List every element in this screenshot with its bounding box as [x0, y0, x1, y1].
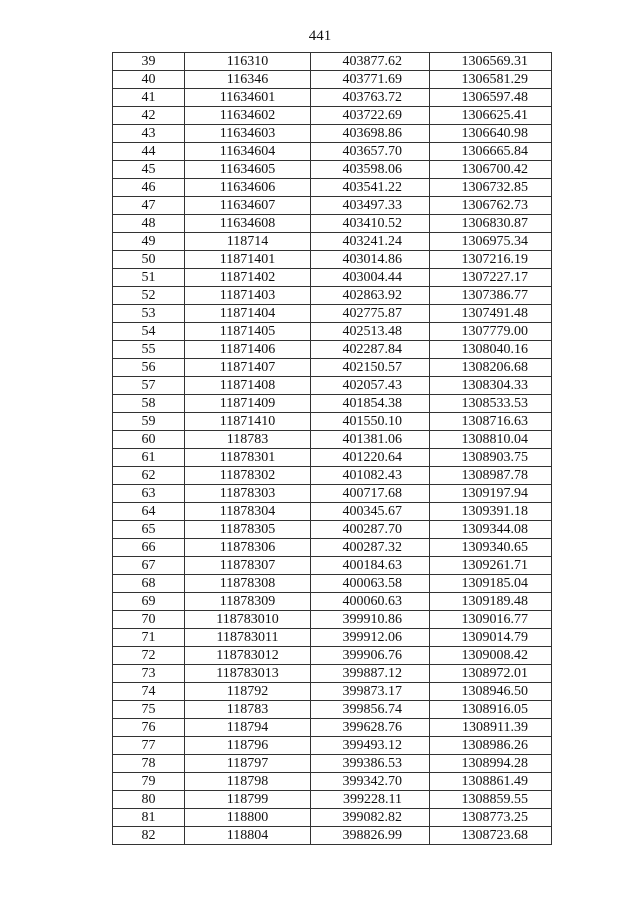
y-coordinate-cell: 1308903.75: [430, 449, 552, 467]
point-id-cell: 11871409: [185, 395, 311, 413]
y-coordinate-cell: 1308533.53: [430, 395, 552, 413]
x-coordinate-cell: 403598.06: [311, 161, 430, 179]
y-coordinate-cell: 1308773.25: [430, 809, 552, 827]
x-coordinate-cell: 399887.12: [311, 665, 430, 683]
x-coordinate-cell: 403410.52: [311, 215, 430, 233]
table-row: [113, 647, 552, 665]
table-row: [113, 71, 552, 89]
x-coordinate-cell: 399342.70: [311, 773, 430, 791]
row-index-cell: 81: [113, 809, 185, 827]
x-coordinate-cell: 403771.69: [311, 71, 430, 89]
row-index-cell: 82: [113, 827, 185, 845]
row-index-cell: 63: [113, 485, 185, 503]
row-index-cell: 49: [113, 233, 185, 251]
point-id-cell: 118783: [185, 431, 311, 449]
x-coordinate-cell: 401381.06: [311, 431, 430, 449]
y-coordinate-cell: 1307491.48: [430, 305, 552, 323]
row-index-cell: 80: [113, 791, 185, 809]
y-coordinate-cell: 1307227.17: [430, 269, 552, 287]
x-coordinate-cell: 399873.17: [311, 683, 430, 701]
point-id-cell: 11878309: [185, 593, 311, 611]
table-row: [113, 809, 552, 827]
row-index-cell: 56: [113, 359, 185, 377]
y-coordinate-cell: 1306581.29: [430, 71, 552, 89]
row-index-cell: 65: [113, 521, 185, 539]
x-coordinate-cell: 403877.62: [311, 53, 430, 71]
x-coordinate-cell: 403698.86: [311, 125, 430, 143]
y-coordinate-cell: 1309008.42: [430, 647, 552, 665]
y-coordinate-cell: 1308859.55: [430, 791, 552, 809]
row-index-cell: 59: [113, 413, 185, 431]
table-row: [113, 215, 552, 233]
x-coordinate-cell: 403497.33: [311, 197, 430, 215]
y-coordinate-cell: 1308716.63: [430, 413, 552, 431]
y-coordinate-cell: 1309261.71: [430, 557, 552, 575]
row-index-cell: 72: [113, 647, 185, 665]
y-coordinate-cell: 1309340.65: [430, 539, 552, 557]
row-index-cell: 75: [113, 701, 185, 719]
y-coordinate-cell: 1306700.42: [430, 161, 552, 179]
x-coordinate-cell: 400717.68: [311, 485, 430, 503]
table-row: [113, 431, 552, 449]
table-row: [113, 341, 552, 359]
row-index-cell: 41: [113, 89, 185, 107]
x-coordinate-cell: 403763.72: [311, 89, 430, 107]
point-id-cell: 11634603: [185, 125, 311, 143]
y-coordinate-cell: 1306830.87: [430, 215, 552, 233]
point-id-cell: 118796: [185, 737, 311, 755]
y-coordinate-cell: 1306975.34: [430, 233, 552, 251]
point-id-cell: 118783012: [185, 647, 311, 665]
row-index-cell: 42: [113, 107, 185, 125]
row-index-cell: 79: [113, 773, 185, 791]
point-id-cell: 11878303: [185, 485, 311, 503]
row-index-cell: 54: [113, 323, 185, 341]
row-index-cell: 51: [113, 269, 185, 287]
y-coordinate-cell: 1306732.85: [430, 179, 552, 197]
table-row: [113, 395, 552, 413]
row-index-cell: 46: [113, 179, 185, 197]
point-id-cell: 11634605: [185, 161, 311, 179]
row-index-cell: 57: [113, 377, 185, 395]
table-row: [113, 323, 552, 341]
x-coordinate-cell: 399906.76: [311, 647, 430, 665]
table-row: [113, 197, 552, 215]
point-id-cell: 11634608: [185, 215, 311, 233]
coordinate-table-body: [113, 53, 552, 845]
point-id-cell: 118794: [185, 719, 311, 737]
table-row: [113, 125, 552, 143]
x-coordinate-cell: 399628.76: [311, 719, 430, 737]
point-id-cell: 11871403: [185, 287, 311, 305]
y-coordinate-cell: 1306640.98: [430, 125, 552, 143]
point-id-cell: 118792: [185, 683, 311, 701]
table-row: [113, 557, 552, 575]
y-coordinate-cell: 1306625.41: [430, 107, 552, 125]
x-coordinate-cell: 399228.11: [311, 791, 430, 809]
y-coordinate-cell: 1309016.77: [430, 611, 552, 629]
x-coordinate-cell: 402287.84: [311, 341, 430, 359]
x-coordinate-cell: 400184.63: [311, 557, 430, 575]
table-row: [113, 701, 552, 719]
x-coordinate-cell: 401854.38: [311, 395, 430, 413]
y-coordinate-cell: 1309185.04: [430, 575, 552, 593]
row-index-cell: 61: [113, 449, 185, 467]
table-row: [113, 755, 552, 773]
table-row: [113, 575, 552, 593]
x-coordinate-cell: 403014.86: [311, 251, 430, 269]
table-row: [113, 611, 552, 629]
y-coordinate-cell: 1306569.31: [430, 53, 552, 71]
point-id-cell: 11878301: [185, 449, 311, 467]
table-row: [113, 179, 552, 197]
table-row: [113, 773, 552, 791]
row-index-cell: 39: [113, 53, 185, 71]
row-index-cell: 44: [113, 143, 185, 161]
y-coordinate-cell: 1308994.28: [430, 755, 552, 773]
x-coordinate-cell: 402057.43: [311, 377, 430, 395]
row-index-cell: 43: [113, 125, 185, 143]
y-coordinate-cell: 1308972.01: [430, 665, 552, 683]
x-coordinate-cell: 399493.12: [311, 737, 430, 755]
y-coordinate-cell: 1309391.18: [430, 503, 552, 521]
point-id-cell: 11634604: [185, 143, 311, 161]
x-coordinate-cell: 401082.43: [311, 467, 430, 485]
row-index-cell: 50: [113, 251, 185, 269]
table-row: [113, 629, 552, 647]
point-id-cell: 11634601: [185, 89, 311, 107]
y-coordinate-cell: 1308206.68: [430, 359, 552, 377]
point-id-cell: 118783010: [185, 611, 311, 629]
y-coordinate-cell: 1307216.19: [430, 251, 552, 269]
x-coordinate-cell: 399856.74: [311, 701, 430, 719]
y-coordinate-cell: 1308987.78: [430, 467, 552, 485]
table-row: [113, 377, 552, 395]
x-coordinate-cell: 399910.86: [311, 611, 430, 629]
point-id-cell: 11871404: [185, 305, 311, 323]
x-coordinate-cell: 400345.67: [311, 503, 430, 521]
point-id-cell: 11878305: [185, 521, 311, 539]
row-index-cell: 64: [113, 503, 185, 521]
x-coordinate-cell: 400287.32: [311, 539, 430, 557]
point-id-cell: 11871406: [185, 341, 311, 359]
point-id-cell: 11871410: [185, 413, 311, 431]
row-index-cell: 52: [113, 287, 185, 305]
table-row: [113, 539, 552, 557]
row-index-cell: 77: [113, 737, 185, 755]
x-coordinate-cell: 402513.48: [311, 323, 430, 341]
y-coordinate-cell: 1308810.04: [430, 431, 552, 449]
x-coordinate-cell: 401220.64: [311, 449, 430, 467]
row-index-cell: 73: [113, 665, 185, 683]
y-coordinate-cell: 1308986.26: [430, 737, 552, 755]
row-index-cell: 40: [113, 71, 185, 89]
row-index-cell: 68: [113, 575, 185, 593]
row-index-cell: 78: [113, 755, 185, 773]
table-row: [113, 359, 552, 377]
row-index-cell: 66: [113, 539, 185, 557]
row-index-cell: 60: [113, 431, 185, 449]
row-index-cell: 55: [113, 341, 185, 359]
table-row: [113, 665, 552, 683]
x-coordinate-cell: 403541.22: [311, 179, 430, 197]
x-coordinate-cell: 403241.24: [311, 233, 430, 251]
y-coordinate-cell: 1309197.94: [430, 485, 552, 503]
table-row: [113, 143, 552, 161]
point-id-cell: 118798: [185, 773, 311, 791]
point-id-cell: 118783011: [185, 629, 311, 647]
y-coordinate-cell: 1308040.16: [430, 341, 552, 359]
row-index-cell: 48: [113, 215, 185, 233]
point-id-cell: 118804: [185, 827, 311, 845]
x-coordinate-cell: 399082.82: [311, 809, 430, 827]
y-coordinate-cell: 1306762.73: [430, 197, 552, 215]
point-id-cell: 11871402: [185, 269, 311, 287]
row-index-cell: 45: [113, 161, 185, 179]
x-coordinate-cell: 403722.69: [311, 107, 430, 125]
x-coordinate-cell: 400063.58: [311, 575, 430, 593]
table-row: [113, 467, 552, 485]
y-coordinate-cell: 1306597.48: [430, 89, 552, 107]
row-index-cell: 76: [113, 719, 185, 737]
row-index-cell: 74: [113, 683, 185, 701]
y-coordinate-cell: 1308723.68: [430, 827, 552, 845]
table-row: [113, 485, 552, 503]
x-coordinate-cell: 402775.87: [311, 305, 430, 323]
point-id-cell: 11634606: [185, 179, 311, 197]
point-id-cell: 11871407: [185, 359, 311, 377]
point-id-cell: 118714: [185, 233, 311, 251]
point-id-cell: 118799: [185, 791, 311, 809]
row-index-cell: 69: [113, 593, 185, 611]
row-index-cell: 53: [113, 305, 185, 323]
table-row: [113, 287, 552, 305]
table-row: [113, 449, 552, 467]
row-index-cell: 71: [113, 629, 185, 647]
table-row: [113, 251, 552, 269]
point-id-cell: 11634602: [185, 107, 311, 125]
point-id-cell: 11871405: [185, 323, 311, 341]
point-id-cell: 118783: [185, 701, 311, 719]
y-coordinate-cell: 1306665.84: [430, 143, 552, 161]
table-row: [113, 305, 552, 323]
point-id-cell: 11878307: [185, 557, 311, 575]
y-coordinate-cell: 1308304.33: [430, 377, 552, 395]
y-coordinate-cell: 1309014.79: [430, 629, 552, 647]
page-number: 441: [308, 28, 332, 44]
x-coordinate-cell: 398826.99: [311, 827, 430, 845]
row-index-cell: 62: [113, 467, 185, 485]
table-row: [113, 53, 552, 71]
x-coordinate-cell: 403657.70: [311, 143, 430, 161]
row-index-cell: 47: [113, 197, 185, 215]
point-id-cell: 118800: [185, 809, 311, 827]
point-id-cell: 118783013: [185, 665, 311, 683]
x-coordinate-cell: 402863.92: [311, 287, 430, 305]
table-row: [113, 161, 552, 179]
table-row: [113, 827, 552, 845]
y-coordinate-cell: 1308946.50: [430, 683, 552, 701]
table-row: [113, 503, 552, 521]
coordinate-table: [112, 52, 552, 845]
table-row: [113, 89, 552, 107]
table-row: [113, 683, 552, 701]
point-id-cell: 11878304: [185, 503, 311, 521]
table-row: [113, 593, 552, 611]
table-row: [113, 521, 552, 539]
point-id-cell: 11878306: [185, 539, 311, 557]
x-coordinate-cell: 403004.44: [311, 269, 430, 287]
table-row: [113, 719, 552, 737]
row-index-cell: 67: [113, 557, 185, 575]
point-id-cell: 116346: [185, 71, 311, 89]
row-index-cell: 58: [113, 395, 185, 413]
point-id-cell: 11878308: [185, 575, 311, 593]
x-coordinate-cell: 402150.57: [311, 359, 430, 377]
x-coordinate-cell: 399912.06: [311, 629, 430, 647]
x-coordinate-cell: 400060.63: [311, 593, 430, 611]
point-id-cell: 118797: [185, 755, 311, 773]
table-row: [113, 413, 552, 431]
table-row: [113, 737, 552, 755]
y-coordinate-cell: 1308911.39: [430, 719, 552, 737]
point-id-cell: 11871408: [185, 377, 311, 395]
y-coordinate-cell: 1309189.48: [430, 593, 552, 611]
y-coordinate-cell: 1307386.77: [430, 287, 552, 305]
y-coordinate-cell: 1307779.00: [430, 323, 552, 341]
y-coordinate-cell: 1308916.05: [430, 701, 552, 719]
point-id-cell: 11634607: [185, 197, 311, 215]
table-row: [113, 233, 552, 251]
x-coordinate-cell: 400287.70: [311, 521, 430, 539]
point-id-cell: 116310: [185, 53, 311, 71]
table-row: [113, 107, 552, 125]
row-index-cell: 70: [113, 611, 185, 629]
table-row: [113, 791, 552, 809]
y-coordinate-cell: 1309344.08: [430, 521, 552, 539]
x-coordinate-cell: 399386.53: [311, 755, 430, 773]
x-coordinate-cell: 401550.10: [311, 413, 430, 431]
point-id-cell: 11878302: [185, 467, 311, 485]
y-coordinate-cell: 1308861.49: [430, 773, 552, 791]
point-id-cell: 11871401: [185, 251, 311, 269]
table-row: [113, 269, 552, 287]
